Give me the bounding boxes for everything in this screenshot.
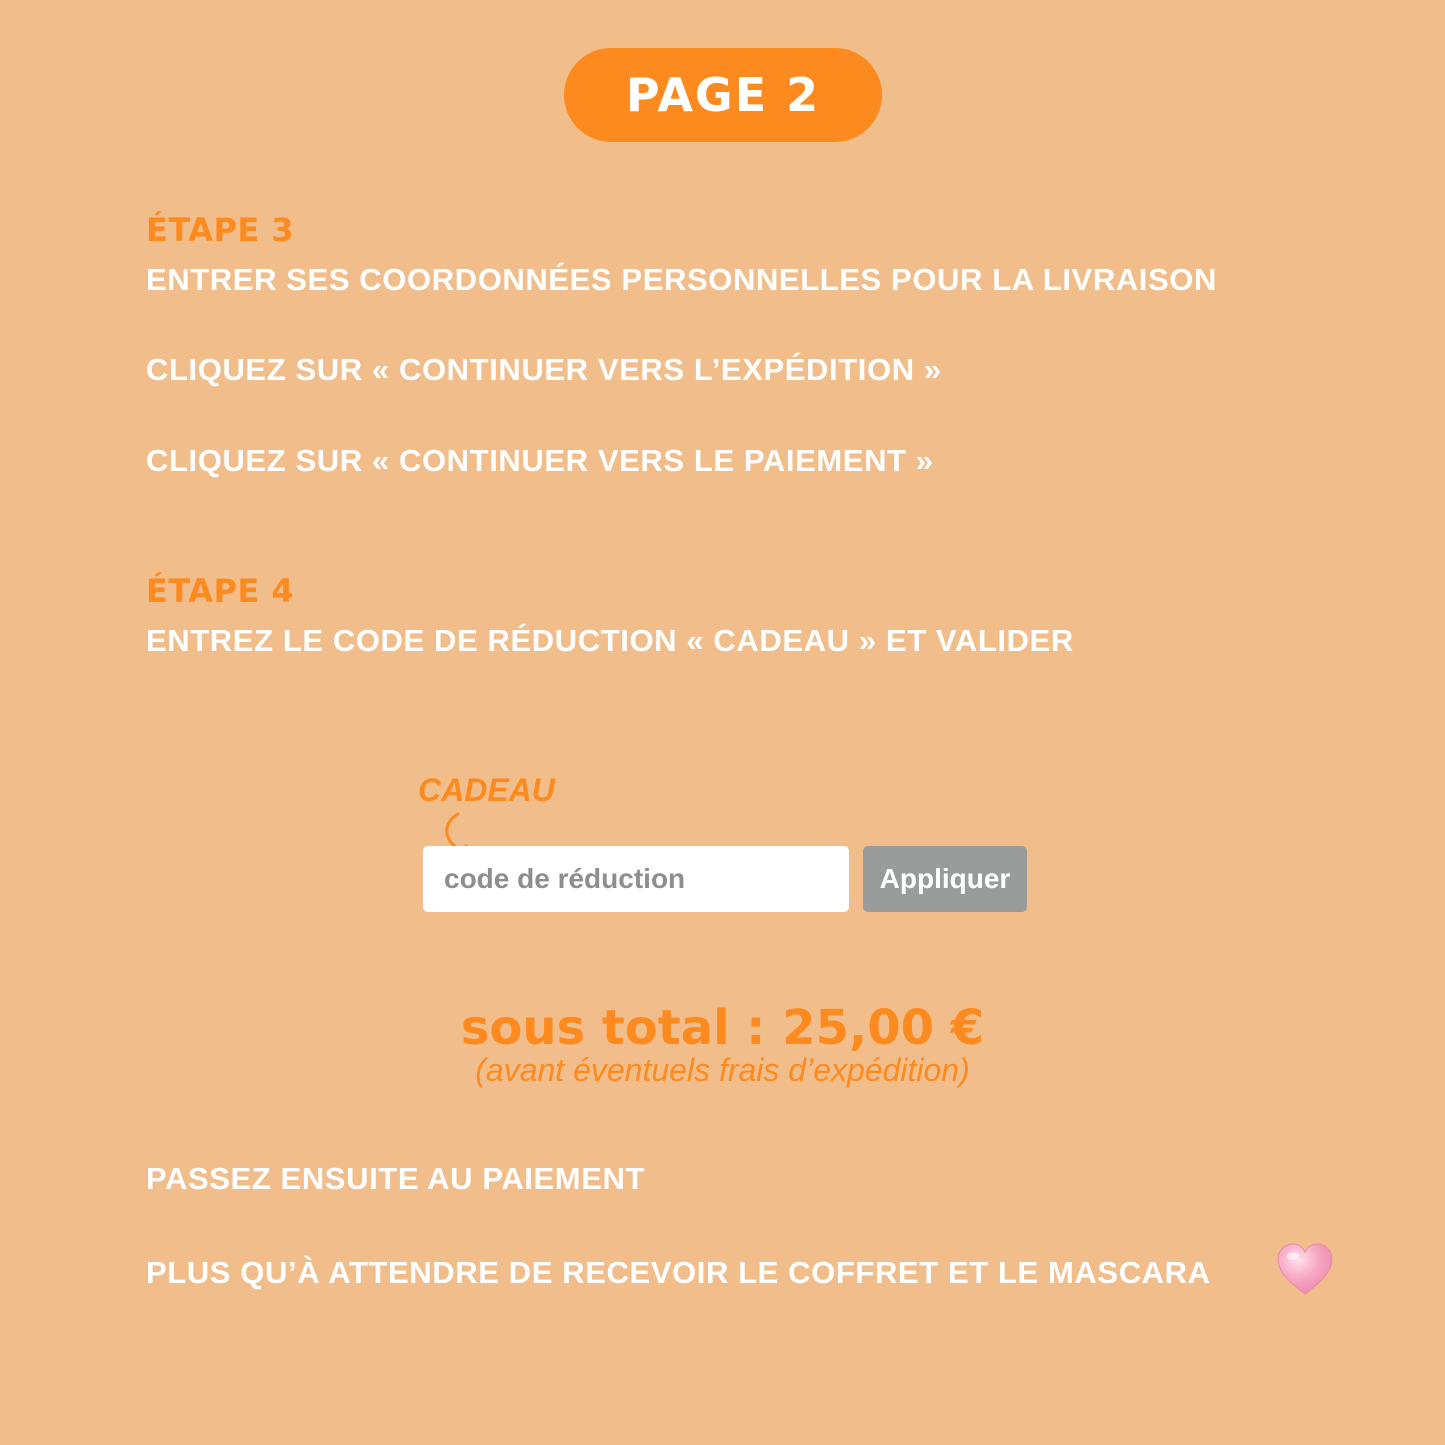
step-3-line-1: ENTRER SES COORDONNÉES PERSONNELLES POUR LA LIVRAISON <box>146 262 1217 297</box>
subtotal-note: (avant éventuels frais d’expédition) <box>475 1052 970 1088</box>
step-4-title: ÉTAPE 4 <box>146 572 295 610</box>
discount-code-input[interactable] <box>423 846 849 912</box>
discount-code-label: CADEAU <box>418 772 555 808</box>
apply-button[interactable]: Appliquer <box>863 846 1027 912</box>
step-3-title: ÉTAPE 3 <box>146 211 295 249</box>
wait-instruction: PLUS QU’À ATTENDRE DE RECEVOIR LE COFFRET ET LE MASCARA <box>146 1255 1211 1290</box>
step-3-line-2: CLIQUEZ SUR « CONTINUER VERS L’EXPÉDITION » <box>146 352 942 387</box>
page-badge: PAGE 2 <box>564 48 882 142</box>
subtotal-amount: sous total : 25,00 € <box>460 1000 985 1056</box>
payment-instruction: PASSEZ ENSUITE AU PAIEMENT <box>146 1161 646 1196</box>
step-4-line: ENTREZ LE CODE DE RÉDUCTION « CADEAU » ET VALIDER <box>146 623 1074 658</box>
step-3-line-3: CLIQUEZ SUR « CONTINUER VERS LE PAIEMENT » <box>146 443 934 478</box>
heart-icon <box>1276 1242 1334 1298</box>
